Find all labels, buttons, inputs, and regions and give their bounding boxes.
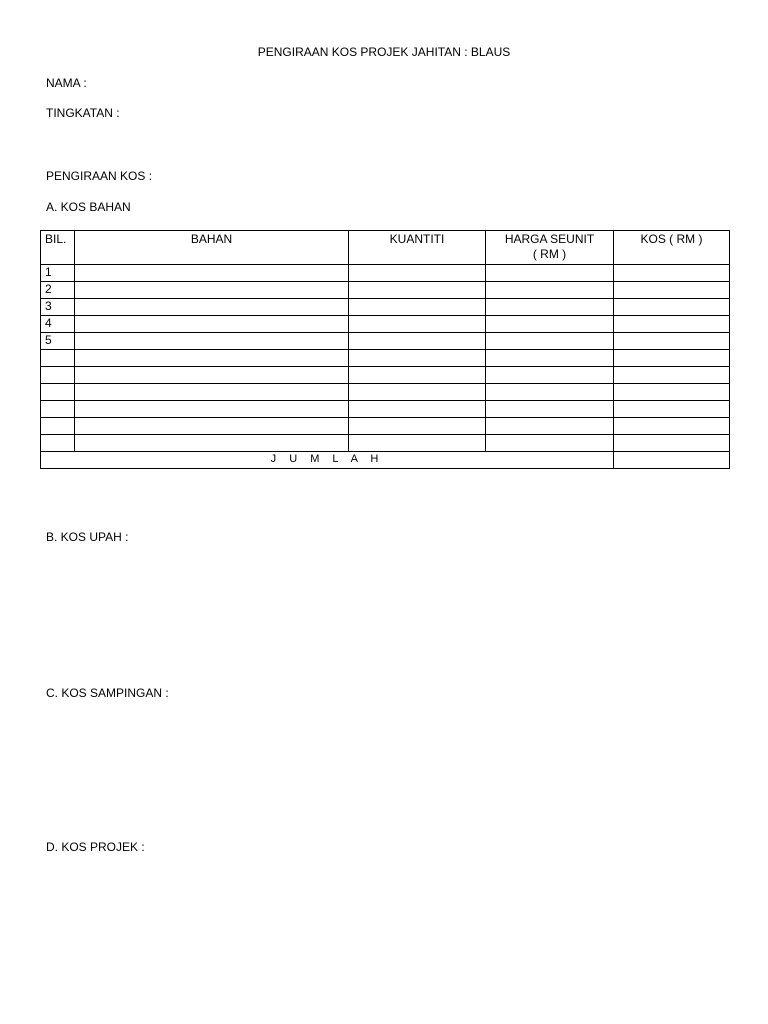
bahan-cell[interactable] — [75, 401, 349, 418]
bahan-cell[interactable] — [75, 299, 349, 316]
table-row — [41, 282, 730, 299]
table-row — [41, 367, 730, 384]
kuantiti-cell[interactable] — [349, 350, 486, 367]
row-number: 5 — [41, 333, 75, 350]
bahan-cell[interactable] — [75, 265, 349, 282]
harga-cell[interactable] — [486, 333, 614, 350]
jumlah-value-cell[interactable] — [614, 452, 730, 469]
kuantiti-cell[interactable] — [349, 282, 486, 299]
row-number: 4 — [41, 316, 75, 333]
harga-cell[interactable] — [486, 316, 614, 333]
bahan-cell[interactable] — [75, 367, 349, 384]
kuantiti-cell[interactable] — [349, 384, 486, 401]
harga-cell[interactable] — [486, 401, 614, 418]
harga-cell[interactable] — [486, 435, 614, 452]
bahan-cell[interactable] — [75, 350, 349, 367]
harga-cell[interactable] — [486, 350, 614, 367]
kos-cell[interactable] — [614, 333, 730, 350]
kos-cell[interactable] — [614, 299, 730, 316]
row-number — [41, 418, 75, 435]
header-harga-line2: ( RM ) — [532, 247, 567, 261]
kos-cell[interactable] — [614, 418, 730, 435]
kos-cell[interactable] — [614, 367, 730, 384]
table-row — [41, 316, 730, 333]
row-number — [41, 401, 75, 418]
total-row — [41, 452, 730, 469]
kuantiti-cell[interactable] — [349, 316, 486, 333]
bahan-cell[interactable] — [75, 418, 349, 435]
harga-cell[interactable] — [486, 367, 614, 384]
header-bil: BIL. — [41, 231, 75, 265]
kuantiti-cell[interactable] — [349, 418, 486, 435]
table-row — [41, 265, 730, 282]
bahan-cell[interactable] — [75, 282, 349, 299]
kos-cell[interactable] — [614, 316, 730, 333]
header-harga-seunit — [486, 231, 614, 265]
header-kuantiti: KUANTITI — [349, 231, 486, 265]
pengiraan-kos-label: PENGIRAAN KOS : — [46, 169, 153, 183]
table-row — [41, 435, 730, 452]
harga-cell[interactable] — [486, 299, 614, 316]
table-row — [41, 350, 730, 367]
page-title: PENGIRAAN KOS PROJEK JAHITAN : BLAUS — [257, 45, 511, 59]
kuantiti-cell[interactable] — [349, 401, 486, 418]
kos-cell[interactable] — [614, 265, 730, 282]
header-kos: KOS ( RM ) — [614, 231, 730, 265]
kuantiti-cell[interactable] — [349, 333, 486, 350]
bahan-cell[interactable] — [75, 384, 349, 401]
kuantiti-cell[interactable] — [349, 299, 486, 316]
bahan-cell[interactable] — [75, 333, 349, 350]
row-number — [41, 435, 75, 452]
row-number — [41, 350, 75, 367]
row-number: 2 — [41, 282, 75, 299]
row-number: 3 — [41, 299, 75, 316]
kos-cell[interactable] — [614, 282, 730, 299]
section-d-heading: D. KOS PROJEK : — [46, 840, 145, 854]
header-bahan: BAHAN — [75, 231, 349, 265]
harga-cell[interactable] — [486, 384, 614, 401]
table-row — [41, 418, 730, 435]
kuantiti-cell[interactable] — [349, 435, 486, 452]
section-b-heading: B. KOS UPAH : — [46, 530, 129, 544]
harga-cell[interactable] — [486, 418, 614, 435]
kos-cell[interactable] — [614, 384, 730, 401]
kos-cell[interactable] — [614, 401, 730, 418]
tingkatan-label: TINGKATAN : — [46, 106, 120, 120]
table-row — [41, 401, 730, 418]
section-a-heading: A. KOS BAHAN — [46, 200, 131, 214]
kos-cell[interactable] — [614, 435, 730, 452]
table-row — [41, 299, 730, 316]
bahan-cell[interactable] — [75, 435, 349, 452]
row-number — [41, 384, 75, 401]
bahan-cell[interactable] — [75, 316, 349, 333]
kuantiti-cell[interactable] — [349, 265, 486, 282]
header-harga-line1: HARGA SEUNIT — [504, 232, 595, 246]
table-row — [41, 384, 730, 401]
table-header-row — [41, 231, 730, 265]
nama-label: NAMA : — [46, 76, 87, 90]
kos-cell[interactable] — [614, 350, 730, 367]
harga-cell[interactable] — [486, 265, 614, 282]
row-number — [41, 367, 75, 384]
kuantiti-cell[interactable] — [349, 367, 486, 384]
table-row — [41, 333, 730, 350]
kos-bahan-table — [40, 230, 730, 469]
section-c-heading: C. KOS SAMPINGAN : — [46, 686, 169, 700]
row-number: 1 — [41, 265, 75, 282]
jumlah-label: J U M L A H — [41, 452, 614, 469]
harga-cell[interactable] — [486, 282, 614, 299]
